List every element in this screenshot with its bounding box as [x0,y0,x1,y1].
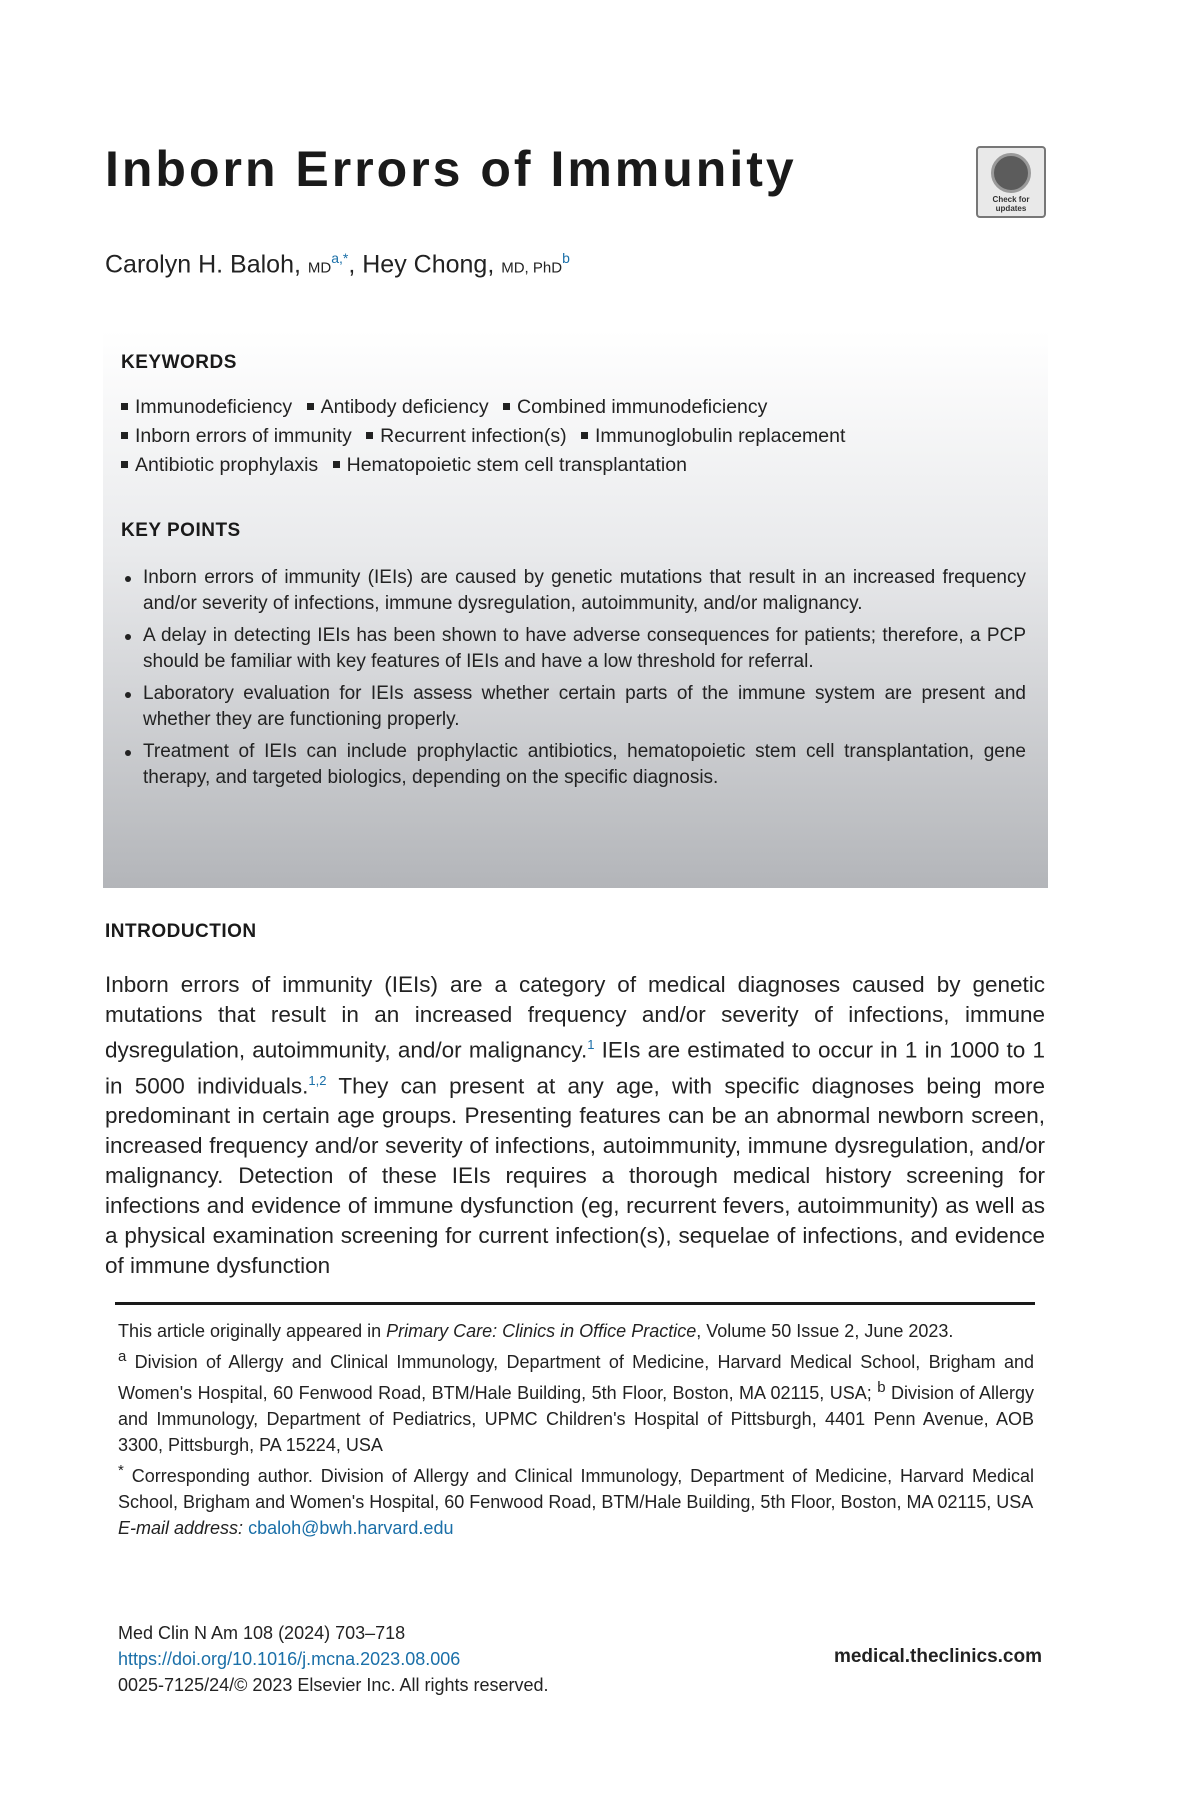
key-point: Laboratory evaluation for IEIs assess whether certain parts of the immune system are present and whether they are functioning properly. [121,681,1026,733]
key-points-heading: KEY POINTS [121,520,241,541]
reference-link[interactable]: 1,2 [308,1072,327,1088]
keyword-line [121,425,845,448]
aff-mark: a [118,1348,127,1365]
original-publication-note [118,1318,1034,1344]
key-point: A delay in detecting IEIs has been shown to have adverse consequences for patients; therefore, a PCP should be familiar with key features of IEIs and have a low threshold for referral. [121,623,1026,675]
affiliation-b: Division of Allergy and Immunology, Department of Pediatrics, UPMC Children's Hospital of Pittsburgh, 4401 Penn Avenue, AOB 3300, Pittsburgh, PA 15224, USA [118,1383,1034,1455]
keyword[interactable]: Antibiotic prophylaxis [135,454,319,476]
intro-text: They can present at any age, with specific diagnoses being more predominant in certain age groups. Presenting features can be an abnormal newborn screen, increased frequency and/or severity of infections, autoimmunity, immune dysregulation, and/or malignancy. Detection of these IEIs requires a thorough medical history screening for infections and evidence of immune dysfunction (eg, recurrent fevers, autoimmunity) as well as a physical examination screening for current infection(s), sequelae of infections, and evidence of immune dysfunction [105,1073,1046,1278]
author-line [105,250,570,279]
intro-text: Inborn errors of immunity (IEIs) are a category of medical diagnoses caused by genetic mutations that result in an increased frequency and/or severity of infections, immune dysregulation, autoimmunity, and/or malignancy. [105,972,1045,1063]
author-1-degree: MD [307,259,332,277]
journal-citation: Med Clin N Am 108 (2024) 703–718 [118,1623,406,1643]
author-separator: , [348,250,356,279]
corr-mark: * [118,1462,124,1479]
key-points-list [121,565,1026,797]
keywords-keypoints-box [103,330,1048,888]
affiliation-a: Division of Allergy and Clinical Immunology, Department of Medicine, Harvard Medical School, Brigham and Women's Hospital, 60 Fenwood Road, BTM/Hale Building, 5th Floor, Boston, MA 02115, USA; [118,1352,1034,1403]
keyword[interactable]: Antibody deficiency [320,396,489,418]
keyword[interactable]: Immunodeficiency [135,396,293,418]
note-text: , Volume 50 Issue 2, June 2023. [696,1321,954,1341]
corr-text: Corresponding author. Division of Allergy and Clinical Immunology, Department of Medicine, Harvard Medical School, Brigham and Women's Hospital, 60 Fenwood Road, BTM/Hale Building, 5th Floor, Boston, MA 02115, USA [118,1466,1034,1512]
author-2-name: Hey Chong, [362,250,495,279]
affiliations [118,1344,1034,1458]
key-point: Inborn errors of immunity (IEIs) are caused by genetic mutations that result in an increased frequency and/or severity of infections, immune dysregulation, autoimmunity, and/or malignancy. [121,565,1026,617]
email-line [118,1515,1034,1541]
key-point: Treatment of IEIs can include prophylactic antibiotics, hematopoietic stem cell transplantation, gene therapy, and targeted biologics, depending on the specific diagnosis. [121,739,1026,791]
badge-text: Check for updates [992,195,1030,213]
copyright: 0025-7125/24/© 2023 Elsevier Inc. All rights reserved. [118,1675,549,1695]
author-1-name: Carolyn H. Baloh, [105,250,301,279]
citation-block [118,1620,549,1698]
keyword[interactable]: Immunoglobulin replacement [595,425,846,447]
author-1-affiliation-link[interactable]: a,* [331,250,349,266]
doi-link[interactable]: https://doi.org/10.1016/j.mcna.2023.08.006 [118,1649,461,1669]
check-for-updates-icon [991,153,1031,193]
journal-name: Primary Care: Clinics in Office Practice [386,1321,697,1341]
check-for-updates-badge[interactable] [976,146,1046,218]
keyword[interactable]: Combined immunodeficiency [517,396,768,418]
note-text: This article originally appeared in [118,1321,387,1341]
introduction-paragraph [105,970,1045,1281]
email-label: E-mail address: [118,1518,244,1538]
intro-text: IEIs are estimated to occur in 1 in 1000 to 1 in 5000 individuals. [105,1037,1045,1098]
footnotes [118,1318,1034,1541]
author-2-degree: MD, PhD [501,259,563,277]
reference-link[interactable]: 1 [587,1037,595,1052]
keyword[interactable]: Recurrent infection(s) [380,425,567,447]
footnote-divider [115,1302,1035,1305]
keyword[interactable]: Inborn errors of immunity [135,425,352,447]
article-title: Inborn Errors of Immunity [105,141,797,197]
introduction-heading: INTRODUCTION [105,921,257,942]
email-link[interactable]: cbaloh@bwh.harvard.edu [248,1518,454,1538]
keyword-line [121,454,687,477]
author-2-affiliation-link[interactable]: b [562,250,570,266]
site-url[interactable]: medical.theclinics.com [833,1646,1042,1667]
keyword[interactable]: Hematopoietic stem cell transplantation [346,454,687,476]
keyword-line [121,396,767,419]
keywords-heading: KEYWORDS [121,352,237,373]
corresponding-author [118,1458,1034,1515]
aff-mark: b [877,1379,886,1396]
